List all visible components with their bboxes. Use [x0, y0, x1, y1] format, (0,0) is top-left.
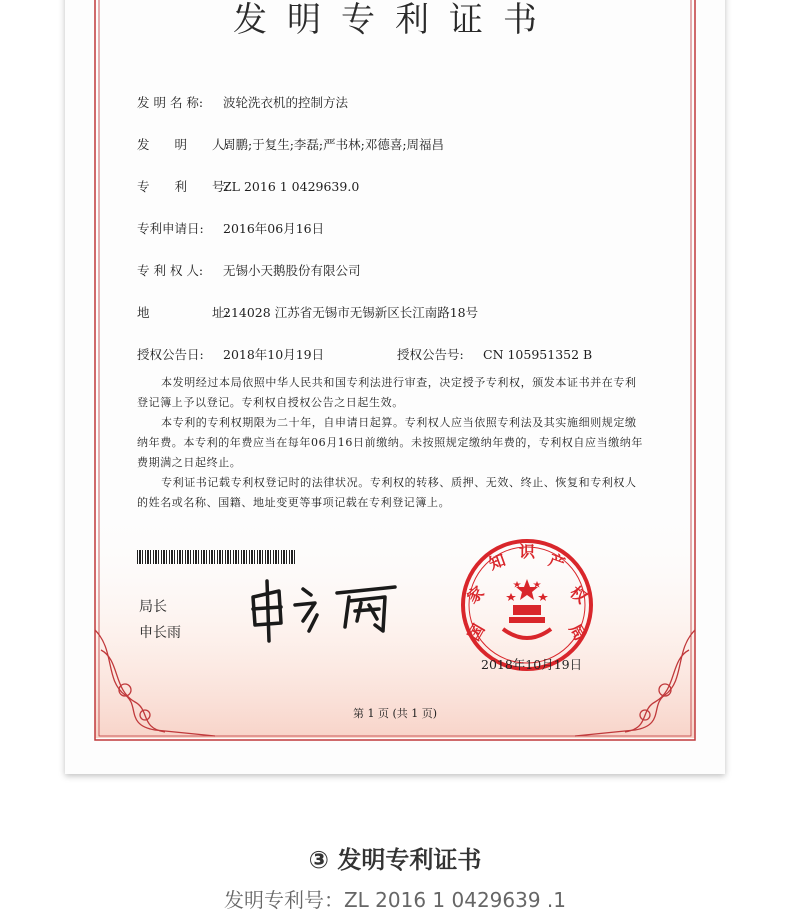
signature-image: [245, 575, 405, 645]
field-patentee: 专 利 权 人: 无锡小天鹅股份有限公司: [137, 263, 361, 278]
field-grant-date: 授权公告日: 2018年10月19日: [137, 347, 325, 362]
seal-char-3: 知: [486, 550, 508, 574]
field-filing-date: 专利申请日: 2016年06月16日: [137, 221, 325, 236]
field-address: 地 址:214028 江苏省无锡市无锡新区长江南路18号: [137, 305, 479, 320]
official-name: 申长雨: [139, 625, 181, 641]
certificate-title: 发明专利证书: [233, 0, 557, 40]
seal-char-4: 识: [518, 542, 536, 561]
page-number: 第 1 页 (共 1 页): [352, 707, 438, 720]
paragraph-legal-status: 专利证书记载专利权登记时的法律状况。专利权的转移、质押、无效、终止、恢复和专利权人的姓名或名称、国籍、地址变更等事项记载在专利登记簿上。: [137, 476, 637, 509]
certificate-sheet: [65, 0, 725, 774]
official-title: 局长: [139, 599, 167, 615]
paragraph-term: 本专利的专利权期限为二十年，自申请日起算。专利权人应当依照专利法及其实施细则规定缴纳年费。本专利的年费应当在每年06月16日前缴纳。未按照规定缴纳年费的，专利权自应当缴纳年费期满之日起终止。: [137, 416, 643, 469]
paragraph-grant: 本发明经过本局依照中华人民共和国专利法进行审查，决定授予专利权，颁发本证书并在专利登记簿上予以登记。专利权自授权公告之日起生效。: [137, 376, 637, 409]
field-invention-name: 发 明 名 称: 波轮洗衣机的控制方法: [137, 95, 349, 110]
seal-char-5: 产: [546, 550, 568, 574]
seal-char-7: 局: [565, 620, 590, 644]
seal-date: 2018年10月19日: [481, 657, 583, 672]
seal-char-6: 权: [566, 582, 591, 608]
caption-subtitle: 发明专利号：ZL 2016 1 0429639 .1: [223, 888, 567, 912]
official-seal: [457, 535, 597, 675]
field-inventors: 发 明 人:周鹏;于复生;李磊;严书林;邓德喜;周福昌: [137, 137, 445, 152]
field-patent-number: 专 利 号:ZL 2016 1 0429639.0: [137, 179, 360, 194]
barcode: [137, 550, 297, 564]
caption-title: ③ 发明专利证书: [308, 846, 482, 874]
seal-char-2: 家: [463, 582, 488, 608]
seal-char-1: 国: [464, 620, 489, 644]
field-grant-pub-no: 授权公告号: CN 105951352 B: [397, 347, 593, 362]
